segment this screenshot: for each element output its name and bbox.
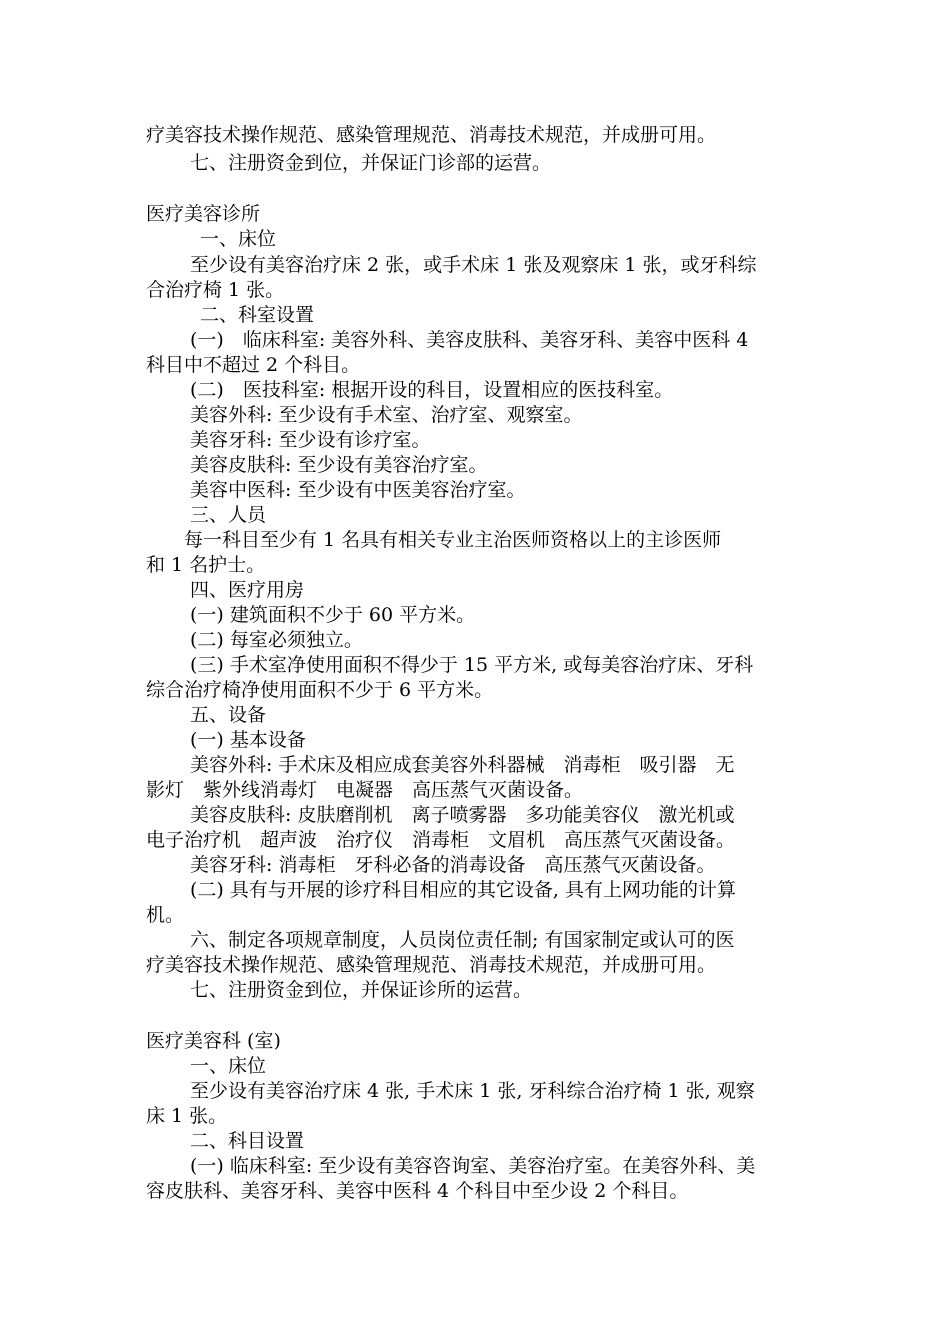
text-line: 美容牙科: 至少设有诊疗室。 xyxy=(190,429,431,451)
text-line: 美容皮肤科: 皮肤磨削机 离子喷雾器 多功能美容仪 激光机或 xyxy=(190,804,735,826)
text-line: 疗美容技术操作规范、感染管理规范、消毒技术规范，并成册可用。 xyxy=(146,954,717,976)
text-line: 合治疗椅 1 张。 xyxy=(146,279,285,301)
text-line: 综合治疗椅净使用面积不少于 6 平方米。 xyxy=(146,679,494,701)
text-line: 七、注册资金到位，并保证诊所的运营。 xyxy=(190,979,533,1001)
section-heading: 医疗美容诊所 xyxy=(146,203,261,225)
text-line: 三、人员 xyxy=(190,504,267,526)
text-line: (三) 手术室净使用面积不得少于 15 平方米, 或每美容治疗床、牙科 xyxy=(190,654,754,676)
text-line: 美容牙科: 消毒柜 牙科必备的消毒设备 高压蒸气灭菌设备。 xyxy=(190,854,716,876)
text-line: 美容外科: 至少设有手术室、治疗室、观察室。 xyxy=(190,404,583,426)
text-line: 至少设有美容治疗床 2 张，或手术床 1 张及观察床 1 张，或牙科综 xyxy=(190,254,757,276)
text-line: 机。 xyxy=(146,904,185,926)
text-line: 床 1 张。 xyxy=(146,1105,228,1127)
text-line: 容皮肤科、美容牙科、美容中医科 4 个科目中至少设 2 个科目。 xyxy=(146,1180,689,1202)
text-line: 疗美容技术操作规范、感染管理规范、消毒技术规范，并成册可用。 xyxy=(146,124,717,146)
text-line: 二、科目设置 xyxy=(190,1130,305,1152)
text-line: 六、制定各项规章制度，人员岗位责任制; 有国家制定或认可的医 xyxy=(190,929,735,951)
text-line: 一、床位 xyxy=(200,228,277,250)
text-line: 至少设有美容治疗床 4 张, 手术床 1 张, 牙科综合治疗椅 1 张, 观察 xyxy=(190,1080,755,1102)
text-line: 七、注册资金到位，并保证门诊部的运营。 xyxy=(190,152,552,174)
text-line: (一) 建筑面积不少于 60 平方米。 xyxy=(190,604,476,626)
text-line: (一) 临床科室: 美容外科、美容皮肤科、美容牙科、美容中医科 4 xyxy=(190,329,749,351)
text-line: 美容中医科: 至少设有中医美容治疗室。 xyxy=(190,479,526,501)
text-line: (一) 基本设备 xyxy=(190,729,306,751)
text-line: (一) 临床科室: 至少设有美容咨询室、美容治疗室。在美容外科、美 xyxy=(190,1155,756,1177)
text-line: 一、床位 xyxy=(190,1055,267,1077)
text-line: 影灯 紫外线消毒灯 电凝器 高压蒸气灭菌设备。 xyxy=(146,779,584,801)
text-line: 四、医疗用房 xyxy=(190,579,305,601)
text-line: (二) 具有与开展的诊疗科目相应的其它设备, 具有上网功能的计算 xyxy=(190,879,736,901)
text-line: 五、设备 xyxy=(190,704,267,726)
text-line: 美容外科: 手术床及相应成套美容外科器械 消毒柜 吸引器 无 xyxy=(190,754,735,776)
text-line: (二) 每室必须独立。 xyxy=(190,629,363,651)
text-line: 二、科室设置 xyxy=(200,304,315,326)
text-line: 美容皮肤科: 至少设有美容治疗室。 xyxy=(190,454,488,476)
text-line: 和 1 名护士。 xyxy=(146,554,266,576)
text-line: (二) 医技科室: 根据开设的科目，设置相应的医技科室。 xyxy=(190,379,674,401)
text-line: 每一科目至少有 1 名具有相关专业主治医师资格以上的主诊医师 xyxy=(184,529,722,551)
section-heading: 医疗美容科 (室) xyxy=(146,1030,281,1052)
text-line: 电子治疗机 超声波 治疗仪 消毒柜 文眉机 高压蒸气灭菌设备。 xyxy=(146,829,736,851)
text-line: 科目中不超过 2 个科目。 xyxy=(146,354,361,376)
